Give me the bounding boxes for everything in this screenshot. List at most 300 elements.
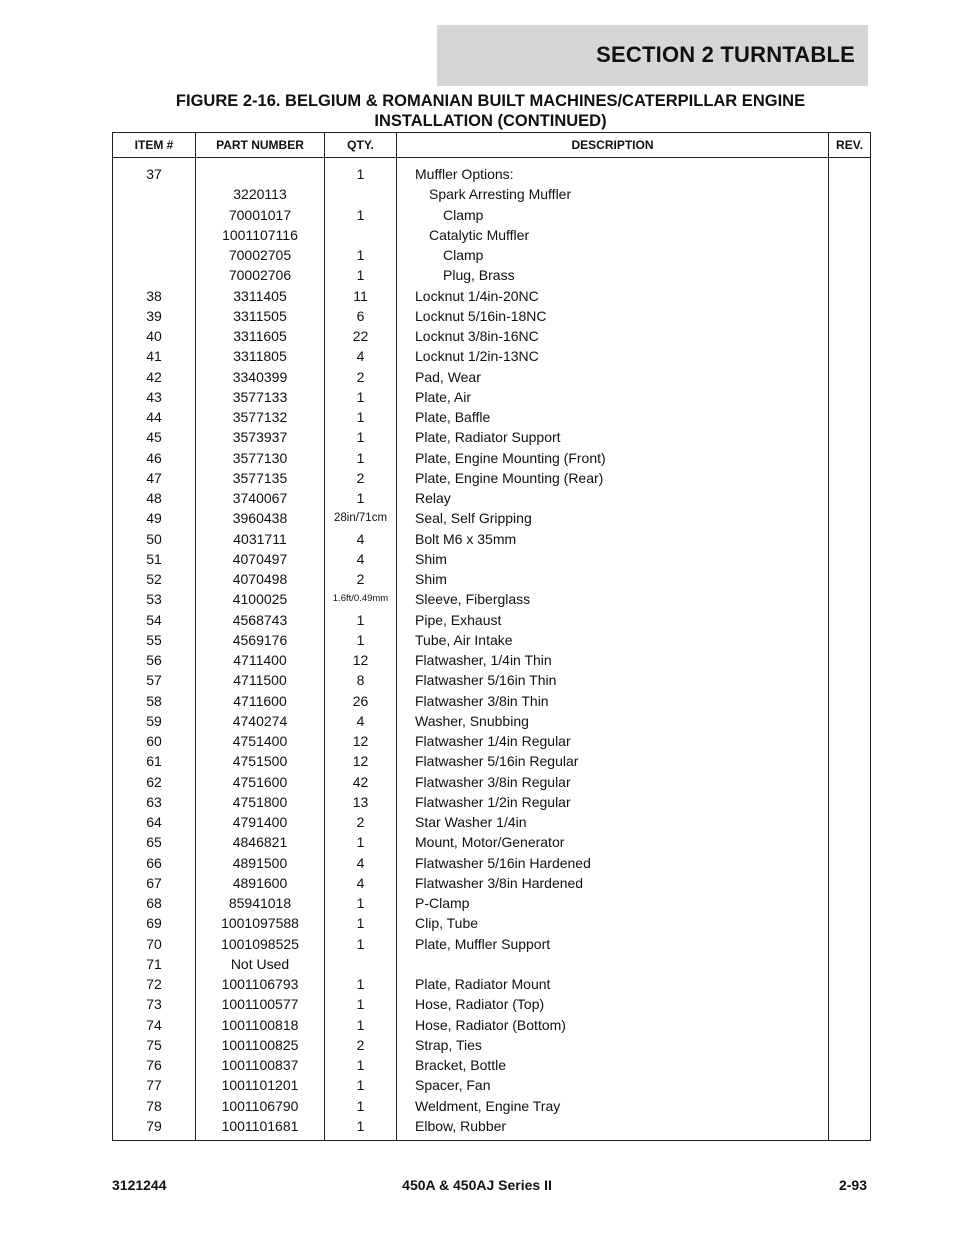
table-row [113, 873, 871, 893]
description-cell: Flatwasher 3/8in Regular [397, 772, 829, 792]
revision-cell [829, 610, 871, 630]
revision-cell [829, 245, 871, 265]
quantity-cell: 6 [325, 306, 397, 326]
item-number-cell: 79 [113, 1116, 196, 1141]
table-row [113, 286, 871, 306]
description-cell: Spark Arresting Muffler [397, 184, 829, 204]
item-number-cell: 52 [113, 569, 196, 589]
item-number-cell: 69 [113, 913, 196, 933]
description-cell: Mount, Motor/Generator [397, 832, 829, 852]
part-number-cell: 4791400 [196, 812, 325, 832]
quantity-cell: 12 [325, 751, 397, 771]
item-number-cell: 55 [113, 630, 196, 650]
part-number-cell: 70002705 [196, 245, 325, 265]
revision-cell [829, 1075, 871, 1095]
revision-cell [829, 630, 871, 650]
quantity-cell [325, 225, 397, 245]
quantity-cell: 4 [325, 346, 397, 366]
item-number-cell [113, 265, 196, 285]
item-number-cell: 75 [113, 1035, 196, 1055]
item-number-cell: 41 [113, 346, 196, 366]
quantity-cell: 12 [325, 650, 397, 670]
table-row [113, 711, 871, 731]
description-cell: Flatwasher 5/16in Thin [397, 670, 829, 690]
quantity-cell: 1 [325, 407, 397, 427]
table-row [113, 225, 871, 245]
revision-cell [829, 158, 871, 185]
part-number-cell: 4891600 [196, 873, 325, 893]
item-number-cell: 66 [113, 853, 196, 873]
part-number-cell: 3220113 [196, 184, 325, 204]
description-cell: Bracket, Bottle [397, 1055, 829, 1075]
revision-cell [829, 448, 871, 468]
description-cell: Seal, Self Gripping [397, 508, 829, 528]
description-cell: Pad, Wear [397, 367, 829, 387]
revision-cell [829, 468, 871, 488]
revision-cell [829, 569, 871, 589]
table-row [113, 306, 871, 326]
revision-cell [829, 346, 871, 366]
part-number-cell: 1001100837 [196, 1055, 325, 1075]
revision-cell [829, 670, 871, 690]
item-number-cell: 39 [113, 306, 196, 326]
item-number-cell: 46 [113, 448, 196, 468]
part-number-cell: 1001100825 [196, 1035, 325, 1055]
quantity-cell: 1 [325, 994, 397, 1014]
table-row [113, 468, 871, 488]
item-number-cell [113, 184, 196, 204]
quantity-cell: 1 [325, 205, 397, 225]
revision-cell [829, 549, 871, 569]
part-number-cell: 4751600 [196, 772, 325, 792]
item-number-cell [113, 225, 196, 245]
revision-cell [829, 994, 871, 1014]
part-number-cell: 4100025 [196, 589, 325, 609]
section-title: SECTION 2 TURNTABLE [596, 42, 855, 67]
description-cell: P-Clamp [397, 893, 829, 913]
quantity-cell: 1 [325, 1015, 397, 1035]
description-cell: Flatwasher, 1/4in Thin [397, 650, 829, 670]
item-number-cell: 76 [113, 1055, 196, 1075]
item-number-cell: 68 [113, 893, 196, 913]
revision-cell [829, 1116, 871, 1141]
table-row [113, 1055, 871, 1075]
revision-cell [829, 184, 871, 204]
table-row [113, 367, 871, 387]
description-cell: Locknut 5/16in-18NC [397, 306, 829, 326]
description-cell: Pipe, Exhaust [397, 610, 829, 630]
quantity-cell [325, 954, 397, 974]
column-header-description: DESCRIPTION [397, 133, 829, 158]
table-row [113, 934, 871, 954]
table-row [113, 346, 871, 366]
table-row [113, 893, 871, 913]
item-number-cell: 77 [113, 1075, 196, 1095]
part-number-cell: 1001098525 [196, 934, 325, 954]
item-number-cell: 44 [113, 407, 196, 427]
revision-cell [829, 711, 871, 731]
description-cell: Plate, Radiator Mount [397, 974, 829, 994]
description-cell: Strap, Ties [397, 1035, 829, 1055]
table-row [113, 448, 871, 468]
table-row [113, 751, 871, 771]
revision-cell [829, 1035, 871, 1055]
part-number-cell: 4891500 [196, 853, 325, 873]
part-number-cell: 4569176 [196, 630, 325, 650]
item-number-cell: 61 [113, 751, 196, 771]
quantity-cell: 22 [325, 326, 397, 346]
revision-cell [829, 731, 871, 751]
quantity-cell: 4 [325, 853, 397, 873]
quantity-cell: 2 [325, 468, 397, 488]
part-number-cell: 3740067 [196, 488, 325, 508]
quantity-cell: 1 [325, 387, 397, 407]
item-number-cell: 72 [113, 974, 196, 994]
part-number-cell: 3577135 [196, 468, 325, 488]
description-cell: Tube, Air Intake [397, 630, 829, 650]
table-row [113, 549, 871, 569]
item-number-cell: 59 [113, 711, 196, 731]
quantity-cell: 12 [325, 731, 397, 751]
description-cell: Hose, Radiator (Top) [397, 994, 829, 1014]
quantity-cell: 2 [325, 367, 397, 387]
revision-cell [829, 772, 871, 792]
quantity-cell: 26 [325, 691, 397, 711]
table-row [113, 832, 871, 852]
description-cell: Plate, Engine Mounting (Rear) [397, 468, 829, 488]
table-row [113, 812, 871, 832]
footer-model-series: 450A & 450AJ Series II [402, 1177, 552, 1193]
description-cell: Plate, Baffle [397, 407, 829, 427]
revision-cell [829, 306, 871, 326]
table-row [113, 245, 871, 265]
table-row [113, 265, 871, 285]
quantity-cell: 1 [325, 610, 397, 630]
quantity-cell: 2 [325, 569, 397, 589]
table-row [113, 1096, 871, 1116]
part-number-cell: 85941018 [196, 893, 325, 913]
item-number-cell: 74 [113, 1015, 196, 1035]
quantity-cell: 4 [325, 873, 397, 893]
quantity-cell: 1.6ft/0.49mm [325, 589, 397, 609]
description-cell: Clip, Tube [397, 913, 829, 933]
part-number-cell: 3311805 [196, 346, 325, 366]
revision-cell [829, 265, 871, 285]
part-number-cell: 1001097588 [196, 913, 325, 933]
part-number-cell: 3577132 [196, 407, 325, 427]
revision-cell [829, 853, 871, 873]
revision-cell [829, 1015, 871, 1035]
part-number-cell: 3577130 [196, 448, 325, 468]
item-number-cell: 70 [113, 934, 196, 954]
description-cell: Muffler Options: [397, 158, 829, 185]
revision-cell [829, 832, 871, 852]
table-row [113, 569, 871, 589]
revision-cell [829, 1096, 871, 1116]
part-number-cell: 1001101201 [196, 1075, 325, 1095]
quantity-cell: 28in/71cm [325, 508, 397, 528]
item-number-cell: 45 [113, 427, 196, 447]
table-row [113, 650, 871, 670]
item-number-cell: 42 [113, 367, 196, 387]
table-row [113, 954, 871, 974]
revision-cell [829, 893, 871, 913]
revision-cell [829, 751, 871, 771]
description-cell: Flatwasher 5/16in Hardened [397, 853, 829, 873]
item-number-cell: 47 [113, 468, 196, 488]
table-row [113, 974, 871, 994]
table-row [113, 1116, 871, 1141]
table-row [113, 529, 871, 549]
revision-cell [829, 792, 871, 812]
description-cell: Plate, Air [397, 387, 829, 407]
part-number-cell: 4751400 [196, 731, 325, 751]
revision-cell [829, 650, 871, 670]
part-number-cell: Not Used [196, 954, 325, 974]
quantity-cell: 42 [325, 772, 397, 792]
item-number-cell: 53 [113, 589, 196, 609]
item-number-cell: 65 [113, 832, 196, 852]
part-number-cell: 1001100818 [196, 1015, 325, 1035]
part-number-cell: 4740274 [196, 711, 325, 731]
part-number-cell: 4751800 [196, 792, 325, 812]
description-cell: Locknut 3/8in-16NC [397, 326, 829, 346]
description-cell: Spacer, Fan [397, 1075, 829, 1095]
footer-page-number: 2-93 [838, 1177, 867, 1193]
revision-cell [829, 691, 871, 711]
table-row [113, 691, 871, 711]
description-cell: Plate, Radiator Support [397, 427, 829, 447]
revision-cell [829, 913, 871, 933]
quantity-cell: 1 [325, 1116, 397, 1141]
quantity-cell: 1 [325, 913, 397, 933]
figure-title [112, 91, 869, 131]
item-number-cell: 56 [113, 650, 196, 670]
table-row [113, 508, 871, 528]
quantity-cell: 1 [325, 488, 397, 508]
part-number-cell: 3311605 [196, 326, 325, 346]
part-number-cell: 3573937 [196, 427, 325, 447]
part-number-cell: 4711400 [196, 650, 325, 670]
item-number-cell: 58 [113, 691, 196, 711]
revision-cell [829, 1055, 871, 1075]
column-header-qty: QTY. [325, 133, 397, 158]
description-cell: Flatwasher 1/4in Regular [397, 731, 829, 751]
description-cell: Bolt M6 x 35mm [397, 529, 829, 549]
description-cell: Sleeve, Fiberglass [397, 589, 829, 609]
figure-title-line-1: FIGURE 2-16. BELGIUM & ROMANIAN BUILT MACHINES/CATERPILLAR ENGINE [175, 92, 806, 110]
item-number-cell: 71 [113, 954, 196, 974]
table-row [113, 610, 871, 630]
description-cell: Shim [397, 569, 829, 589]
quantity-cell: 8 [325, 670, 397, 690]
item-number-cell: 73 [113, 994, 196, 1014]
part-number-cell: 4751500 [196, 751, 325, 771]
description-cell: Clamp [397, 245, 829, 265]
part-number-cell: 1001107116 [196, 225, 325, 245]
quantity-cell: 1 [325, 893, 397, 913]
table-row [113, 1035, 871, 1055]
table-row [113, 670, 871, 690]
revision-cell [829, 589, 871, 609]
table-row [113, 205, 871, 225]
part-number-cell: 1001106790 [196, 1096, 325, 1116]
part-number-cell: 4846821 [196, 832, 325, 852]
item-number-cell: 50 [113, 529, 196, 549]
table-row [113, 994, 871, 1014]
item-number-cell: 64 [113, 812, 196, 832]
description-cell: Relay [397, 488, 829, 508]
part-number-cell [196, 158, 325, 185]
revision-cell [829, 205, 871, 225]
quantity-cell: 4 [325, 549, 397, 569]
figure-title-line-2: INSTALLATION (CONTINUED) [374, 112, 607, 130]
revision-cell [829, 974, 871, 994]
quantity-cell: 13 [325, 792, 397, 812]
description-cell: Flatwasher 3/8in Thin [397, 691, 829, 711]
table-row [113, 326, 871, 346]
part-number-cell: 4070498 [196, 569, 325, 589]
description-cell: Weldment, Engine Tray [397, 1096, 829, 1116]
quantity-cell: 2 [325, 812, 397, 832]
quantity-cell: 1 [325, 158, 397, 185]
quantity-cell: 1 [325, 832, 397, 852]
item-number-cell: 43 [113, 387, 196, 407]
table-row [113, 1075, 871, 1095]
revision-cell [829, 225, 871, 245]
description-cell: Clamp [397, 205, 829, 225]
table-row [113, 387, 871, 407]
revision-cell [829, 954, 871, 974]
part-number-cell: 70002706 [196, 265, 325, 285]
part-number-cell: 3960438 [196, 508, 325, 528]
quantity-cell: 1 [325, 974, 397, 994]
description-cell: Plate, Muffler Support [397, 934, 829, 954]
description-cell: Plate, Engine Mounting (Front) [397, 448, 829, 468]
item-number-cell: 37 [113, 158, 196, 185]
revision-cell [829, 326, 871, 346]
table-header-row [113, 133, 871, 158]
revision-cell [829, 407, 871, 427]
revision-cell [829, 427, 871, 447]
revision-cell [829, 508, 871, 528]
description-cell: Plug, Brass [397, 265, 829, 285]
part-number-cell: 4568743 [196, 610, 325, 630]
part-number-cell: 4711600 [196, 691, 325, 711]
footer-document-number: 3121244 [112, 1177, 167, 1193]
section-banner [437, 25, 868, 86]
quantity-cell: 1 [325, 630, 397, 650]
parts-table [112, 132, 871, 1141]
quantity-cell: 11 [325, 286, 397, 306]
description-cell: Locknut 1/2in-13NC [397, 346, 829, 366]
description-cell: Locknut 1/4in-20NC [397, 286, 829, 306]
part-number-cell: 4711500 [196, 670, 325, 690]
description-cell [397, 954, 829, 974]
table-row [113, 589, 871, 609]
part-number-cell: 1001100577 [196, 994, 325, 1014]
revision-cell [829, 529, 871, 549]
table-row [113, 731, 871, 751]
part-number-cell: 3340399 [196, 367, 325, 387]
table-row [113, 1015, 871, 1035]
part-number-cell: 3577133 [196, 387, 325, 407]
table-row [113, 772, 871, 792]
revision-cell [829, 873, 871, 893]
table-row [113, 158, 871, 185]
item-number-cell: 40 [113, 326, 196, 346]
part-number-cell: 1001106793 [196, 974, 325, 994]
table-row [113, 913, 871, 933]
item-number-cell: 57 [113, 670, 196, 690]
quantity-cell: 1 [325, 1055, 397, 1075]
item-number-cell: 38 [113, 286, 196, 306]
description-cell: Shim [397, 549, 829, 569]
table-row [113, 630, 871, 650]
column-header-rev: REV. [829, 133, 871, 158]
quantity-cell: 1 [325, 934, 397, 954]
revision-cell [829, 488, 871, 508]
item-number-cell [113, 245, 196, 265]
table-row [113, 792, 871, 812]
part-number-cell: 70001017 [196, 205, 325, 225]
quantity-cell: 1 [325, 245, 397, 265]
part-number-cell: 4031711 [196, 529, 325, 549]
item-number-cell: 67 [113, 873, 196, 893]
table-row [113, 427, 871, 447]
part-number-cell: 3311505 [196, 306, 325, 326]
description-cell: Flatwasher 5/16in Regular [397, 751, 829, 771]
description-cell: Flatwasher 3/8in Hardened [397, 873, 829, 893]
quantity-cell: 4 [325, 711, 397, 731]
part-number-cell: 3311405 [196, 286, 325, 306]
revision-cell [829, 812, 871, 832]
description-cell: Flatwasher 1/2in Regular [397, 792, 829, 812]
column-header-item: ITEM # [113, 133, 196, 158]
part-number-cell: 1001101681 [196, 1116, 325, 1141]
table-row [113, 407, 871, 427]
item-number-cell: 51 [113, 549, 196, 569]
table-row [113, 488, 871, 508]
revision-cell [829, 367, 871, 387]
quantity-cell: 1 [325, 1096, 397, 1116]
quantity-cell: 2 [325, 1035, 397, 1055]
item-number-cell: 63 [113, 792, 196, 812]
description-cell: Catalytic Muffler [397, 225, 829, 245]
item-number-cell: 49 [113, 508, 196, 528]
table-row [113, 184, 871, 204]
item-number-cell [113, 205, 196, 225]
item-number-cell: 60 [113, 731, 196, 751]
quantity-cell: 1 [325, 427, 397, 447]
item-number-cell: 78 [113, 1096, 196, 1116]
quantity-cell [325, 184, 397, 204]
part-number-cell: 4070497 [196, 549, 325, 569]
parts-table-body [113, 158, 871, 1141]
description-cell: Washer, Snubbing [397, 711, 829, 731]
item-number-cell: 54 [113, 610, 196, 630]
item-number-cell: 62 [113, 772, 196, 792]
table-row [113, 853, 871, 873]
quantity-cell: 1 [325, 448, 397, 468]
column-header-part-number: PART NUMBER [196, 133, 325, 158]
revision-cell [829, 387, 871, 407]
quantity-cell: 1 [325, 265, 397, 285]
item-number-cell: 48 [113, 488, 196, 508]
revision-cell [829, 286, 871, 306]
description-cell: Hose, Radiator (Bottom) [397, 1015, 829, 1035]
revision-cell [829, 934, 871, 954]
